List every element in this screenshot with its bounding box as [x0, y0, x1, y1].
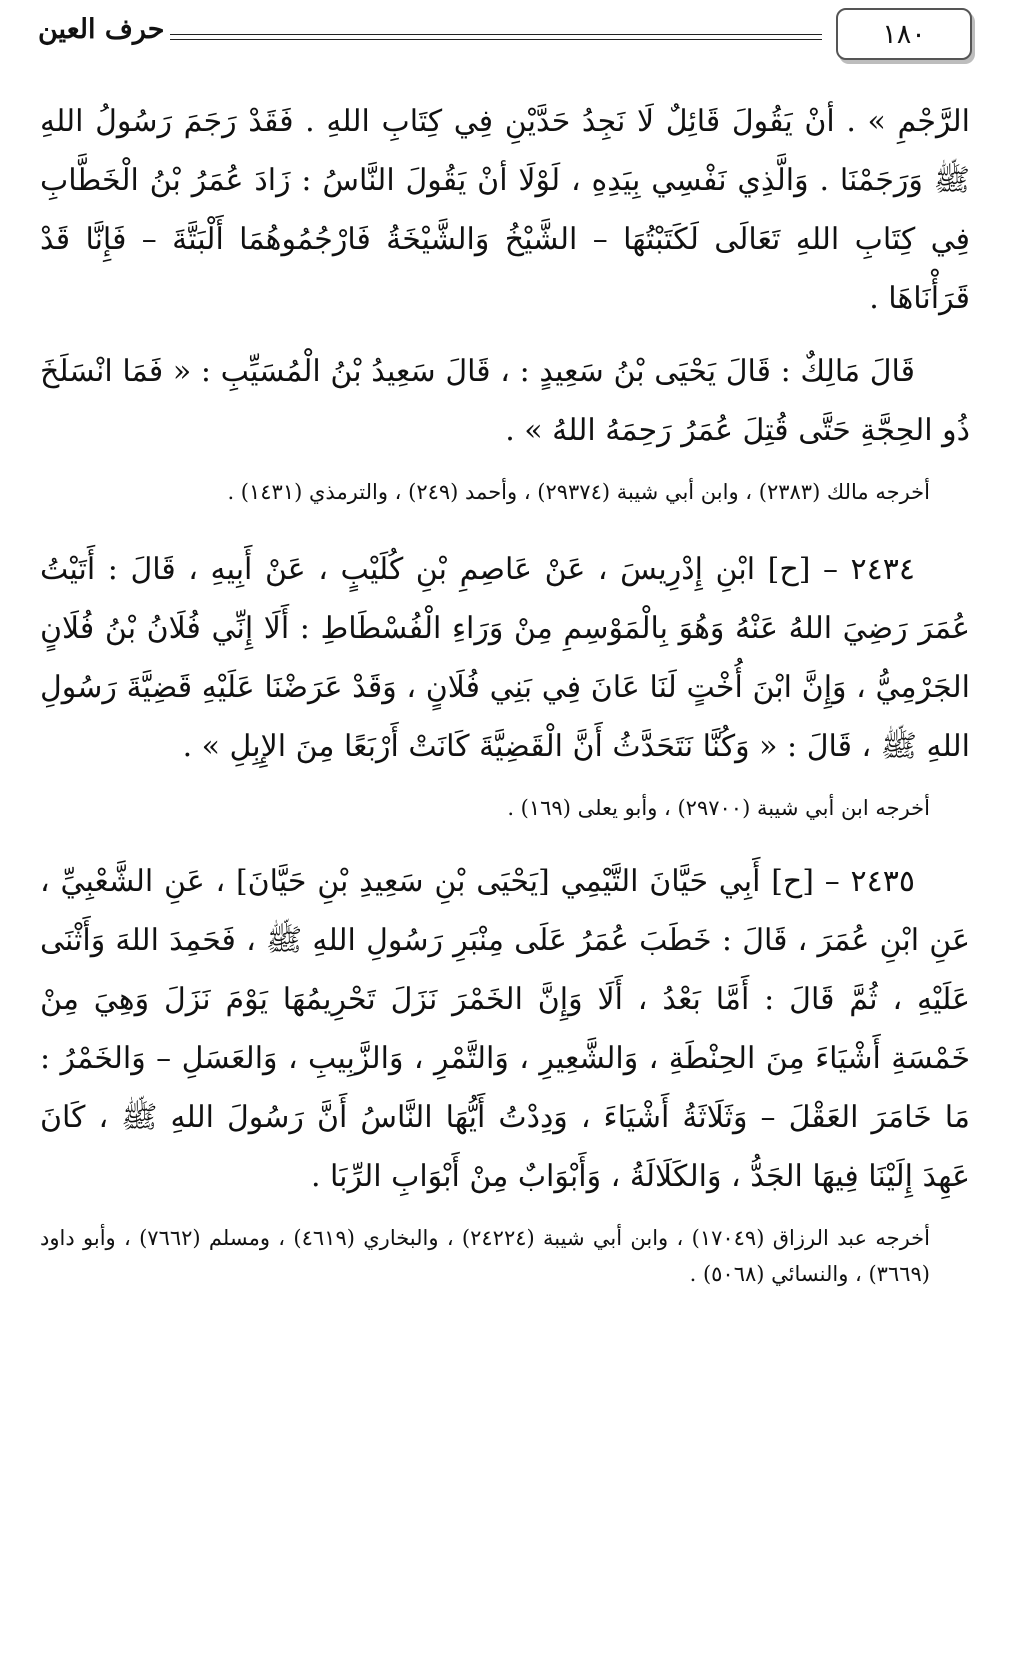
page-number: ١٨٠	[836, 8, 972, 60]
hadith-2434: ٢٤٣٤ – [ح] ابْنِ إِدْرِيسَ ، عَنْ عَاصِمِ بْنِ كُلَيْبٍ ، عَنْ أَبِيهِ ، قَالَ : أَتَيْتُ عُمَرَ رَضِيَ اللهُ عَنْهُ وَهُوَ بِالْمَوْسِمِ مِنْ وَرَاءِ الْفُسْطَاطِ : أَلَا إِنِّي فُلَانُ بْنُ فُلَانٍ الجَرْمِيُّ ، وَإِنَّ ابْنَ أُخْتٍ لَنَا عَانَ فِي بَنِي فُلَانٍ ، وَقَدْ عَرَضْنَا عَلَيْهِ قَضِيَّةَ رَسُولِ اللهِ ﷺ ، قَالَ : « وَكُنَّا نَتَحَدَّثُ أَنَّ الْقَضِيَّةَ كَانَتْ أَرْبَعًا مِنَ الإِبِلِ » .	[40, 552, 970, 764]
page-header	[38, 8, 972, 58]
paragraph-malik-quote: قَالَ مَالِكٌ : قَالَ يَحْيَى بْنُ سَعِيدٍ : ، قَالَ سَعِيدُ بْنُ الْمُسَيِّبِ : « فَمَا انْسَلَخَ ذُو الحِجَّةِ حَتَّى قُتِلَ عُمَرُ رَحِمَهُ اللهُ » .	[40, 354, 970, 448]
hadith-2435: ٢٤٣٥ – [ح] أَبِي حَيَّانَ التَّيْمِي [يَحْيَى بْنِ سَعِيدِ بْنِ حَيَّانَ] ، عَنِ الشَّعْبِيِّ ، عَنِ ابْنِ عُمَرَ ، قَالَ : خَطَبَ عُمَرُ عَلَى مِنْبَرِ رَسُولِ اللهِ ﷺ ، فَحَمِدَ اللهَ وَأَثْنَى عَلَيْهِ ، ثُمَّ قَالَ : أَمَّا بَعْدُ ، أَلَا وَإِنَّ الخَمْرَ نَزَلَ تَحْرِيمُهَا يَوْمَ نَزَلَ وَهِيَ مِنْ خَمْسَةِ أَشْيَاءَ مِنَ الحِنْطَةِ ، وَالشَّعِيرِ ، وَالتَّمْرِ ، وَالزَّبِيبِ ، وَالعَسَلِ – وَالخَمْرُ : مَا خَامَرَ العَقْلَ – وَثَلَاثَةُ أَشْيَاءَ ، وَدِدْتُ أَيُّهَا النَّاسُ أَنَّ رَسُولَ اللهِ ﷺ ، كَانَ عَهِدَ إِلَيْنَا فِيهَا الجَدُّ ، وَالكَلَالَةُ ، وَأَبْوَابٌ مِنْ أَبْوَابِ الرِّبَا .	[40, 864, 970, 1194]
section-title: حرف العين	[38, 14, 165, 45]
footnote-takhrij-1: أخرجه مالك (٢٣٨٣) ، وابن أبي شيبة (٢٩٣٧٤) ، وأحمد (٢٤٩) ، والترمذي (١٤٣١) .	[227, 480, 930, 504]
footnote-takhrij-3: أخرجه عبد الرزاق (١٧٠٤٩) ، وابن أبي شيبة (٢٤٢٢٤) ، والبخاري (٤٦١٩) ، ومسلم (٧٦٦٢) ، وأبو داود (٣٦٦٩) ، والنسائي (٥٠٦٨) .	[40, 1226, 930, 1286]
header-rule-secondary	[170, 39, 822, 40]
page-body	[40, 92, 970, 1292]
paragraph-continued-text: الرَّجْمِ » . أنْ يَقُولَ قَائِلٌ لَا نَجِدُ حَدَّيْنِ فِي كِتَابِ اللهِ . فَقَدْ رَجَمَ رَسُولُ اللهِ ﷺ وَرَجَمْنَا . وَالَّذِي نَفْسِي بِيَدِهِ ، لَوْلَا أنْ يَقُولَ النَّاسُ : زَادَ عُمَرُ بْنُ الْخَطَّابِ فِي كِتَابِ اللهِ تَعَالَى لَكَتَبْتُهَا – الشَّيْخُ وَالشَّيْخَةُ فَارْجُمُوهُمَا أَلْبَتَّةَ – فَإِنَّا قَدْ قَرَأْنَاهَا .	[40, 104, 970, 316]
header-rule	[170, 34, 822, 35]
footnote-takhrij-2: أخرجه ابن أبي شيبة (٢٩٧٠٠) ، وأبو يعلى (١٦٩) .	[507, 796, 930, 820]
